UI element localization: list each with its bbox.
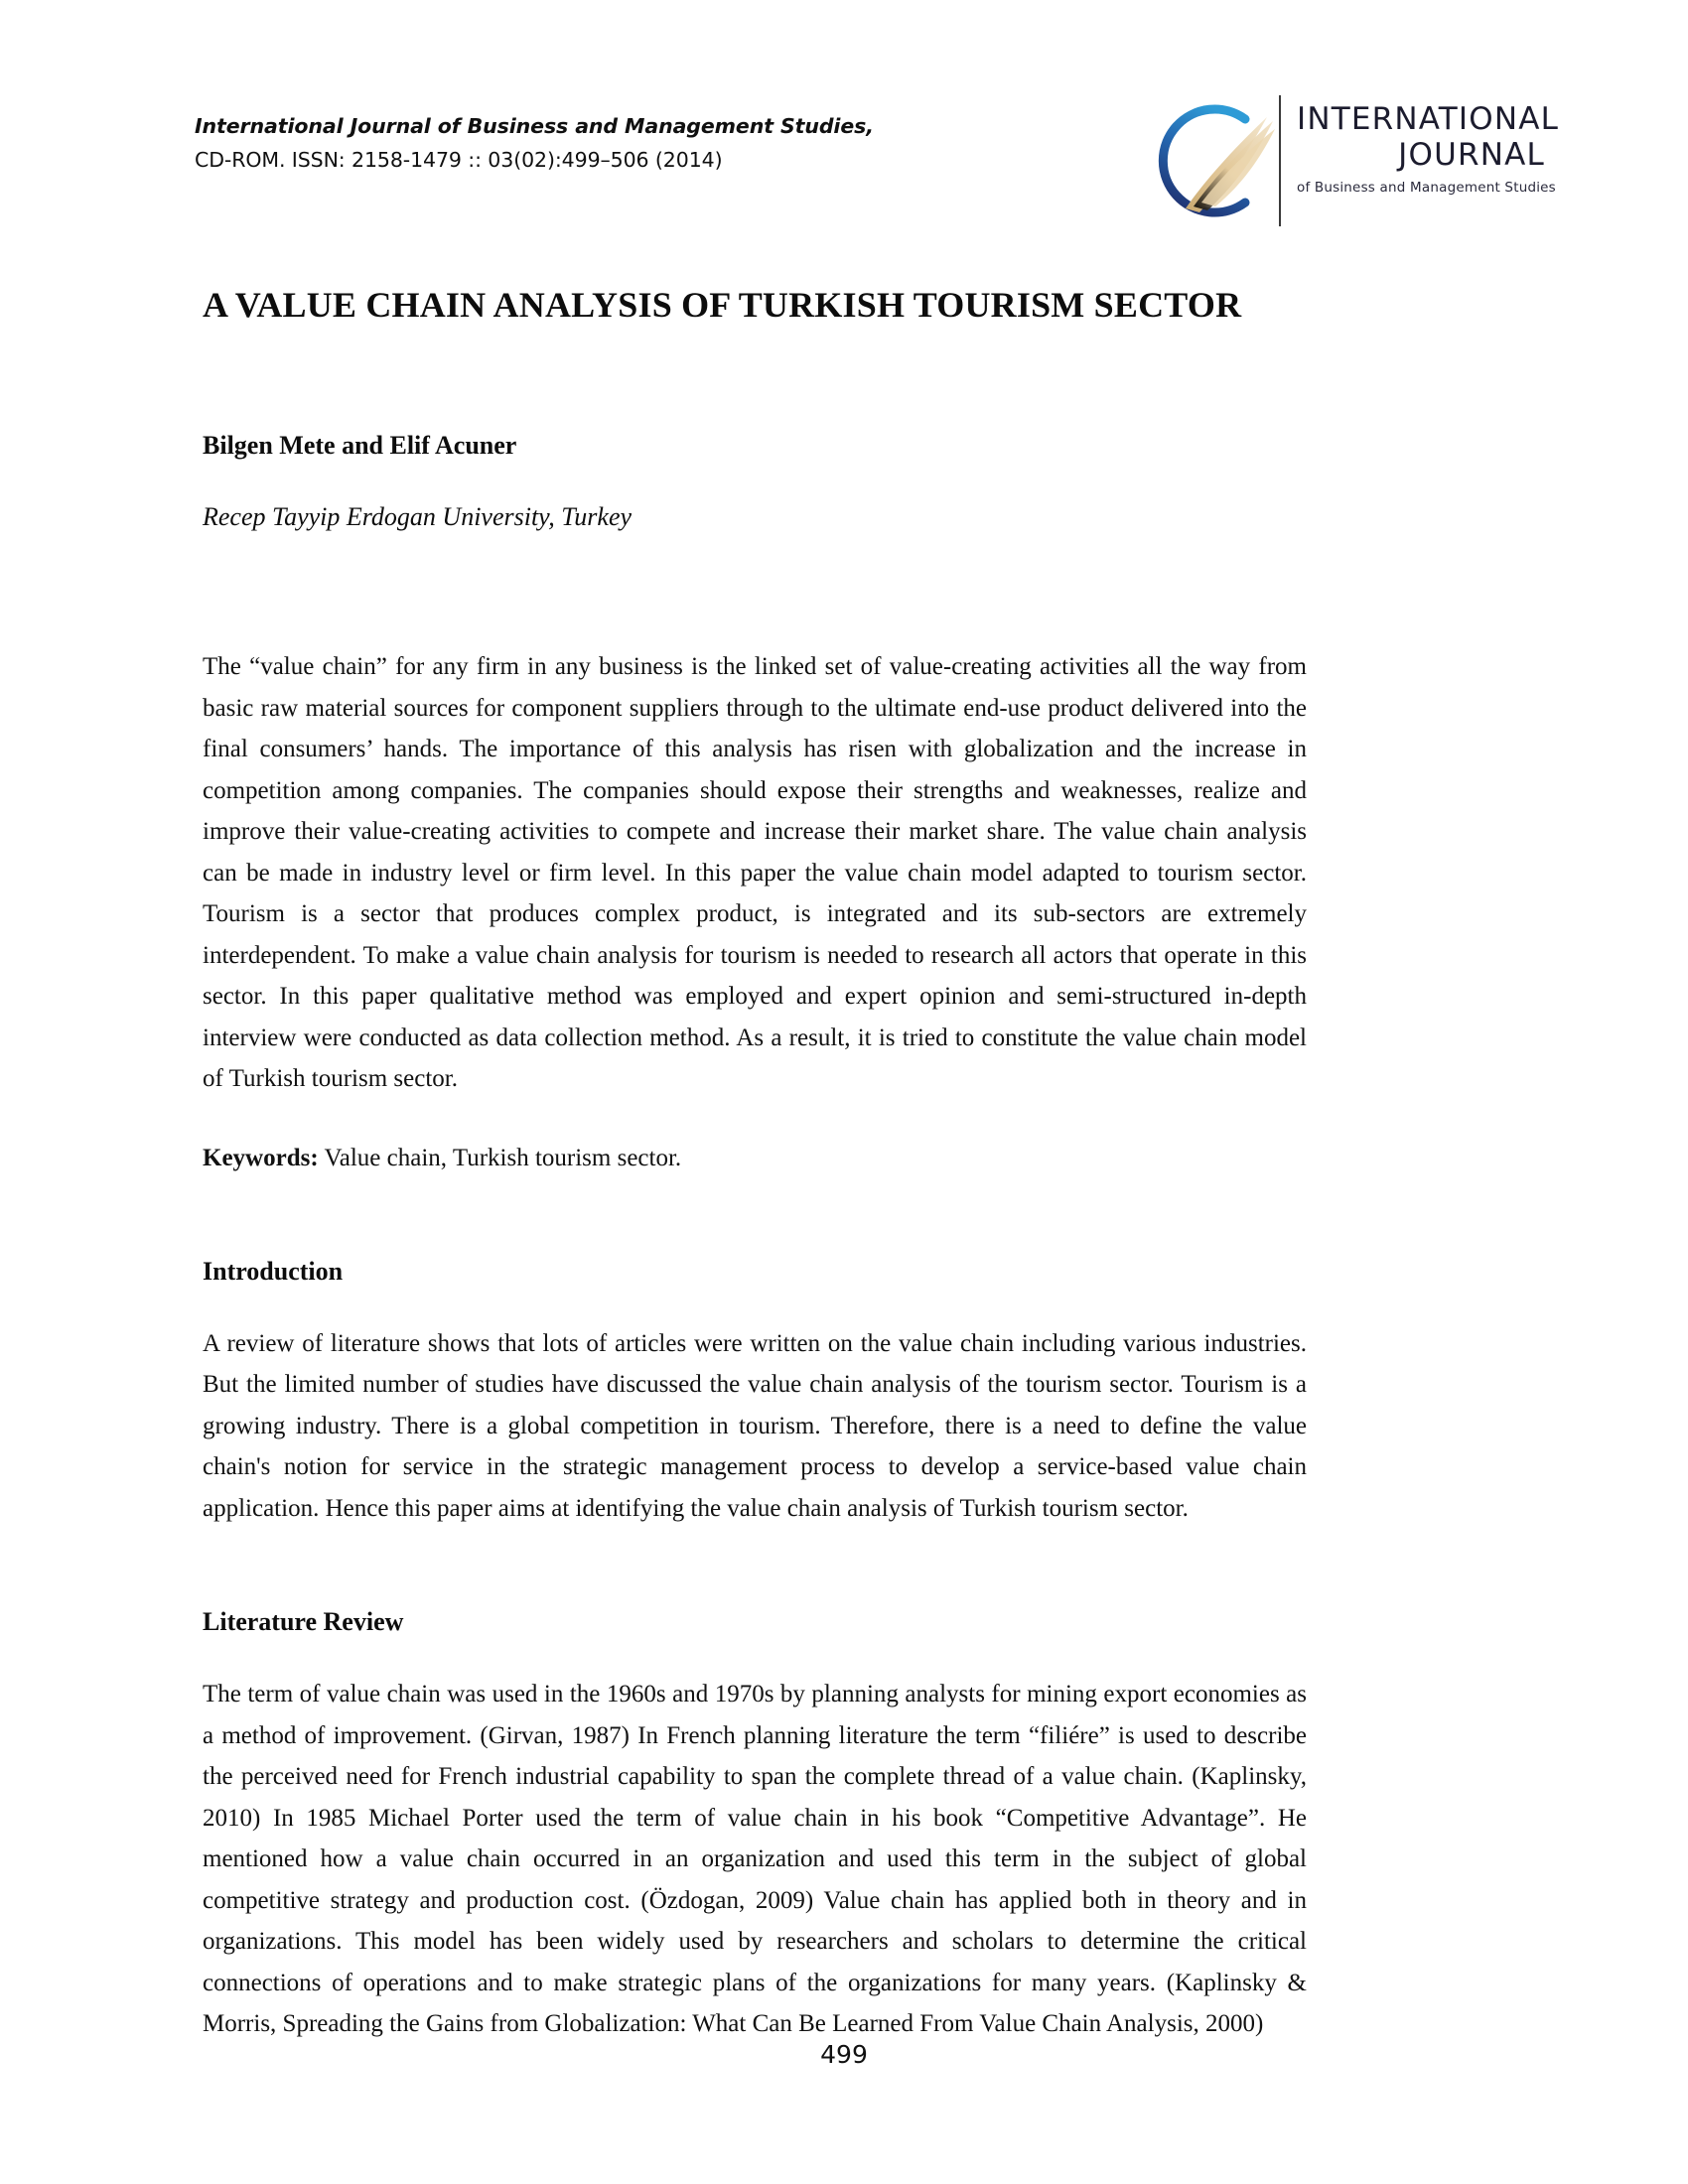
article-content — [203, 283, 1307, 2045]
keywords-value: Value chain, Turkish tourism sector. — [318, 1144, 682, 1171]
journal-logo-text — [1297, 101, 1560, 199]
section-paragraph-introduction: A review of literature shows that lots of articles were written on the value chain including various industries. But the limited number of studies have discussed the value chain analysis of the tourism sector. Tourism is a growing industry. There is a global competition in tourism. Therefore, there is a need to define the value chain's notion for service in the strategic management process to develop a service-based value chain application. Hence this paper aims at identifying the value chain analysis of Turkish tourism sector. — [203, 1329, 1307, 1522]
abstract-text: The “value chain” for any firm in any business is the linked set of value-creating activities all the way from basic raw material sources for component suppliers through to the ultimate end-use product delivered into the final consumers’ hands. The importance of this analysis has risen with globalization and the increase in competition among companies. The companies should expose their strengths and weaknesses, realize and improve their value-creating activities to compete and increase their market share. The value chain analysis can be made in industry level or firm level. In this paper the value chain model adapted to tourism sector. Tourism is a sector that produces complex product, is integrated and its sub-sectors are extremely interdependent. To make a value chain analysis for tourism is needed to research all actors that operate in this sector. In this paper qualitative method was employed and expert opinion and semi-structured in-depth interview were conducted as data collection method. As a result, it is tried to constitute the value chain model of Turkish tourism sector. — [203, 653, 1307, 1092]
logo-line-subtitle: of Business and Management Studies — [1297, 180, 1556, 196]
page-title: A VALUE CHAIN ANALYSIS OF TURKISH TOURISM SECTOR — [203, 285, 1242, 325]
running-header — [195, 101, 1560, 238]
logo-line-journal: JOURNAL — [1398, 137, 1545, 173]
keywords-label: Keywords: — [203, 1144, 319, 1171]
journal-logo — [1128, 91, 1560, 230]
logo-divider — [1279, 95, 1281, 226]
author-list: Bilgen Mete and Elif Acuner — [203, 431, 517, 460]
journal-issue-line: CD-ROM. ISSN: 2158-1479 :: 03(02):499–506 (2014) — [195, 148, 723, 172]
section-heading-literature-review: Literature Review — [203, 1607, 404, 1636]
journal-name: International Journal of Business and Management Studies, — [195, 114, 874, 138]
journal-logo-mark-icon — [1128, 91, 1277, 230]
keywords-line — [203, 1100, 1307, 1178]
section-paragraph-literature-review: The term of value chain was used in the 1960s and 1970s by planning analysts for mining export economies as a method of improvement. (Girvan, 1987) In French planning literature the term “filiére” is used to describe the perceived need for French industrial capability to span the complete thread of a value chain. (Kaplinsky, 2010) In 1985 Michael Porter used the term of value chain in his book “Competitive Advantage”. He mentioned how a value chain occurred in an organization and used this term in the subject of global competitive strategy and production cost. (Özdogan, 2009) Value chain has applied both in theory and in organizations. This model has been widely used by researchers and scholars to determine the critical connections of operations and to make strategic plans of the organizations for many years. (Kaplinsky & Morris, Spreading the Gains from Globalization: What Can Be Learned From Value Chain Analysis, 2000) — [203, 1681, 1307, 2037]
section-heading-introduction: Introduction — [203, 1256, 344, 1286]
journal-identity — [195, 109, 1009, 177]
author-affiliation: Recep Tayyip Erdogan University, Turkey — [203, 502, 633, 531]
logo-line-international: INTERNATIONAL — [1297, 101, 1560, 137]
page-number: 499 — [820, 2040, 868, 2069]
